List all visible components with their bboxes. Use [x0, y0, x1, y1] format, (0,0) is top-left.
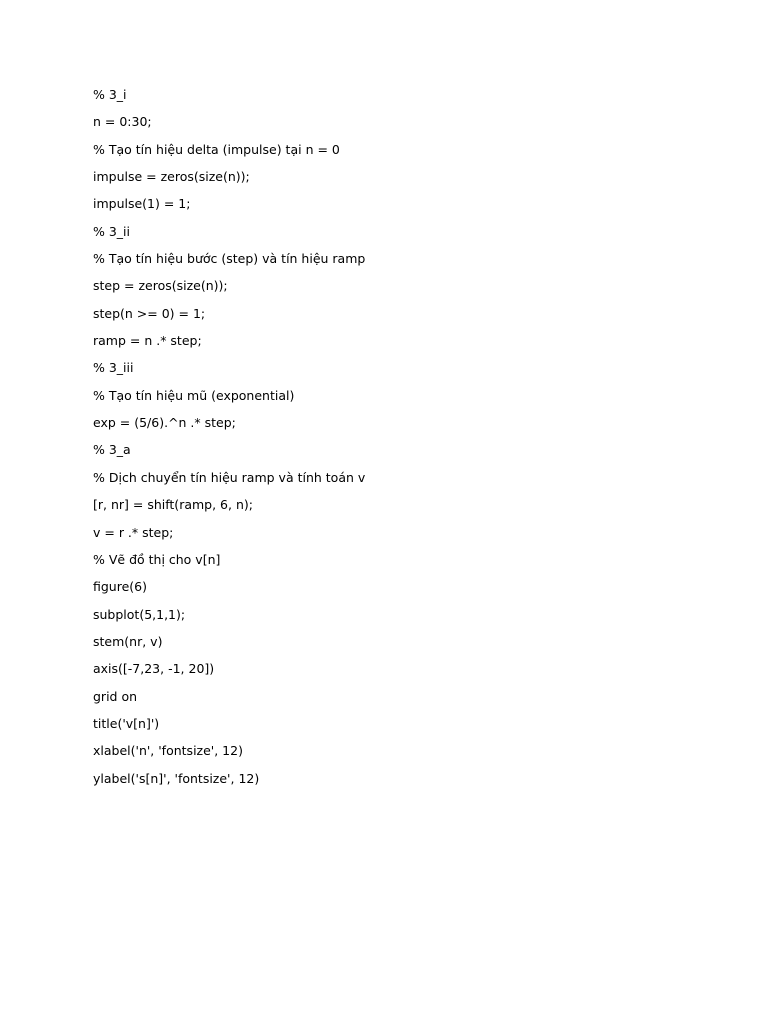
code-line: impulse(1) = 1;	[93, 196, 191, 212]
code-line: axis([-7,23, -1, 20])	[93, 661, 215, 677]
code-line: % 3_iii	[93, 360, 134, 376]
code-line: stem(nr, v)	[93, 633, 163, 649]
code-line: step = zeros(size(n));	[93, 278, 228, 294]
code-line: title('v[n]')	[93, 715, 160, 731]
code-line: [r, nr] = shift(ramp, 6, n);	[93, 497, 253, 513]
code-line: % Vẽ đồ thị cho v[n]	[93, 551, 221, 567]
document-body	[93, 86, 693, 797]
code-line: xlabel('n', 'fontsize', 12)	[93, 743, 243, 759]
code-line: % 3_a	[93, 442, 131, 458]
code-line: subplot(5,1,1);	[93, 606, 186, 622]
code-line: % Tạo tín hiệu bước (step) và tín hiệu ramp	[93, 251, 366, 267]
code-line: ramp = n .* step;	[93, 333, 202, 349]
code-line: ylabel('s[n]', 'fontsize', 12)	[93, 770, 260, 786]
code-line: figure(6)	[93, 579, 147, 595]
code-line: % Dịch chuyển tín hiệu ramp và tính toán v	[93, 469, 366, 485]
code-line: % 3_ii	[93, 223, 130, 239]
code-line: grid on	[93, 688, 138, 704]
code-line: v = r .* step;	[93, 524, 174, 540]
code-line: n = 0:30;	[93, 114, 152, 130]
code-line: % Tạo tín hiệu delta (impulse) tại n = 0	[93, 141, 340, 157]
code-line: impulse = zeros(size(n));	[93, 169, 250, 185]
code-line: % 3_i	[93, 87, 127, 102]
code-line: % Tạo tín hiệu mũ (exponential)	[93, 387, 295, 403]
code-line: exp = (5/6).^n .* step;	[93, 415, 236, 431]
code-line: step(n >= 0) = 1;	[93, 305, 206, 321]
